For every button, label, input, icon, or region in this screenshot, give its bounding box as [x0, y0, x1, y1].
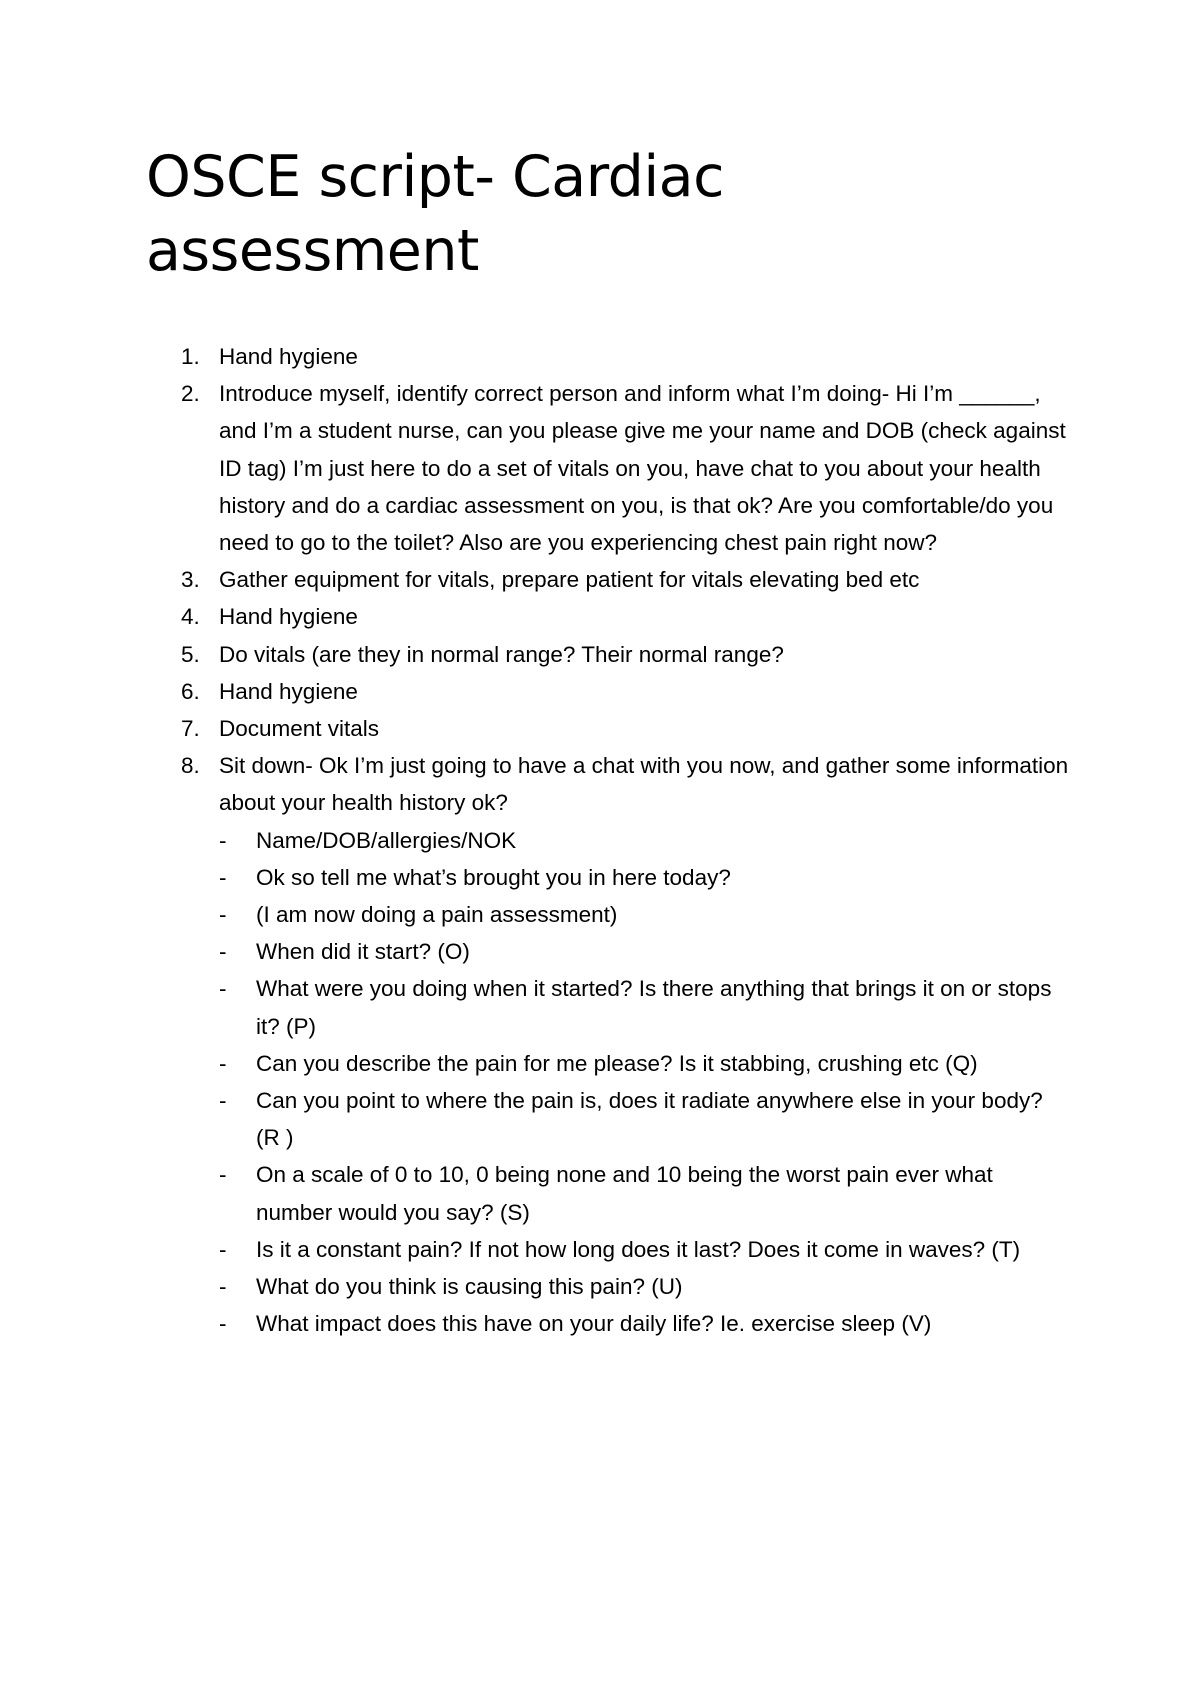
bullet-dash: - — [219, 1088, 227, 1114]
bullet-item — [219, 1231, 1071, 1268]
bullet-dash: - — [219, 864, 227, 890]
bullet-dash: - — [219, 1311, 227, 1337]
bullet-text: Name/DOB/allergies/NOK — [256, 827, 517, 853]
bullet-dash: - — [219, 827, 227, 853]
bullet-text: What impact does this have on your daily life? Ie. exercise sleep (V) — [256, 1311, 932, 1337]
bullet-dash: - — [219, 939, 227, 965]
list-number: 8. — [181, 753, 200, 779]
assessment-questions-list — [219, 822, 1071, 1343]
list-number: 2. — [181, 381, 200, 407]
list-item-text: Hand hygiene — [219, 344, 358, 369]
list-item-text: Introduce myself, identify correct person and inform what I’m doing- Hi I’m ______, and I’m a student nurse, can you please give me your name and DOB (check against ID tag) I’m just here to do a set of vitals on you, have chat to you about your health history and do a cardiac assessment on you, is that ok? Are you comfortable/do you need to go to the toilet? Also are you experiencing chest pain right now? — [219, 381, 1066, 556]
bullet-item — [219, 1156, 1071, 1230]
document-body — [146, 338, 1071, 1342]
list-item — [146, 636, 1071, 673]
bullet-text: When did it start? (O) — [256, 939, 470, 965]
list-item — [146, 561, 1071, 598]
bullet-text: (I am now doing a pain assessment) — [256, 902, 618, 928]
list-item — [146, 673, 1071, 710]
list-item — [146, 338, 1071, 375]
bullet-item — [219, 1268, 1071, 1305]
list-item-text: Sit down- Ok I’m just going to have a chat with you now, and gather some information about your health history ok? — [219, 753, 1069, 816]
list-number: 4. — [181, 604, 200, 630]
list-item-text: Gather equipment for vitals, prepare patient for vitals elevating bed etc — [219, 567, 920, 593]
list-number: 7. — [181, 716, 200, 742]
list-item — [146, 747, 1071, 1342]
bullet-text: On a scale of 0 to 10, 0 being none and 10 being the worst pain ever what number would you say? (S) — [256, 1162, 993, 1225]
list-item — [146, 710, 1071, 747]
bullet-dash: - — [219, 1162, 227, 1188]
bullet-dash: - — [219, 1274, 227, 1300]
list-item-text: Document vitals — [219, 716, 380, 742]
bullet-item — [219, 1305, 1071, 1342]
list-item-text: Hand hygiene — [219, 678, 358, 704]
steps-list — [146, 338, 1071, 1342]
bullet-dash: - — [219, 1050, 227, 1076]
list-number: 5. — [181, 641, 200, 667]
bullet-item — [219, 896, 1071, 933]
bullet-text: Can you describe the pain for me please? Is it stabbing, crushing etc (Q) — [256, 1050, 978, 1076]
bullet-text: Is it a constant pain? If not how long does it last? Does it come in waves? (T) — [256, 1236, 1021, 1262]
list-item — [146, 375, 1071, 561]
bullet-dash: - — [219, 976, 227, 1002]
bullet-item — [219, 822, 1071, 859]
document-title: OSCE script- Cardiac assessment — [146, 144, 724, 284]
list-number: 1. — [181, 344, 200, 369]
bullet-text: Ok so tell me what’s brought you in here today? — [256, 864, 731, 890]
bullet-text: Can you point to where the pain is, does it radiate anywhere else in your body? (R ) — [256, 1088, 1043, 1151]
list-item-text: Do vitals (are they in normal range? Their normal range? — [219, 641, 784, 667]
bullet-item — [219, 1082, 1071, 1156]
list-number: 3. — [181, 567, 200, 593]
bullet-item — [219, 1045, 1071, 1082]
bullet-item — [219, 970, 1071, 1044]
bullet-item — [219, 859, 1071, 896]
bullet-item — [219, 933, 1071, 970]
bullet-dash: - — [219, 902, 227, 928]
bullet-text: What were you doing when it started? Is there anything that brings it on or stops it? (P) — [256, 976, 1052, 1039]
list-item-text: Hand hygiene — [219, 604, 358, 630]
bullet-text: What do you think is causing this pain? (U) — [256, 1274, 683, 1300]
bullet-dash: - — [219, 1236, 227, 1262]
list-number: 6. — [181, 678, 200, 704]
list-item — [146, 598, 1071, 635]
